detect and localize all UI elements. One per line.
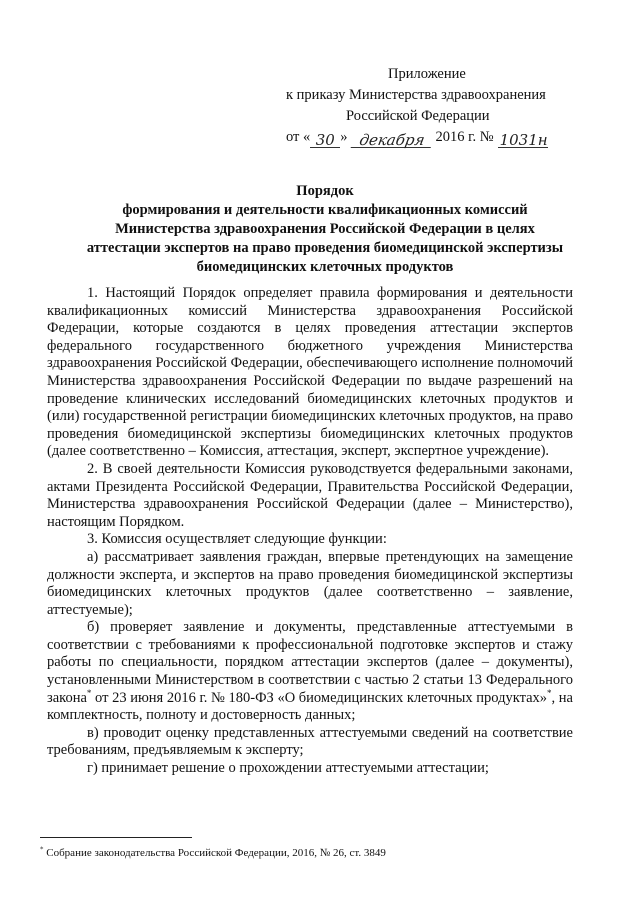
paragraph-3b-law: от 23 июня 2016 г. № 180-ФЗ «О биомедицинских клеточных продуктах» bbox=[91, 689, 548, 706]
appendix-date-line bbox=[270, 127, 600, 148]
title-line: Министерства здравоохранения Российской Федерации в целях bbox=[115, 221, 535, 237]
footnote-mark: * bbox=[547, 687, 552, 698]
date-year: 2016 г. № bbox=[435, 129, 494, 145]
appendix-country: Российской Федерации bbox=[346, 108, 490, 124]
document-body bbox=[47, 285, 573, 778]
appendix-label: Приложение bbox=[388, 66, 466, 82]
title-line: аттестации экспертов на право проведения биомедицинской экспертизы bbox=[86, 240, 564, 256]
title-line: биомедицинских клеточных продуктов bbox=[196, 259, 454, 275]
footnote-mark: * bbox=[86, 687, 92, 698]
appendix-order-ref: к приказу Министерства здравоохранения bbox=[286, 87, 546, 103]
footnote-divider bbox=[40, 837, 192, 838]
date-prefix: от « bbox=[286, 129, 311, 145]
date-quote-close: » bbox=[340, 129, 348, 145]
paragraph-2: 2. В своей деятельности Комиссия руководствуется федеральными законами, актами Президента Российской Федерации, Правительства Российской Федерации, Министерства здравоохранения Российской Федерации (далее – Министерство), настоящим Порядком. bbox=[47, 460, 573, 530]
handwritten-month: декабря bbox=[350, 133, 433, 148]
paragraph-3a: а) рассматривает заявления граждан, впервые претендующих на замещение должности эксперта, и экспертов на право проведения биомедицинской экспертизы биомедицинских клеточных продуктов (далее соответственно – заявление, аттестуемые); bbox=[47, 548, 573, 618]
appendix-block bbox=[270, 64, 600, 148]
paragraph-1: 1. Настоящий Порядок определяет правила формирования и деятельности квалификационных комиссий Министерства здравоохранения Российской Федерации, которые создаются в целях проведения аттестации экспертов федерального государственного бюджетного учреждения Министерства здравоохранения Российской Федерации, обеспечивающего исполнение полномочий Министерства здравоохранения Российской Федерации по выдаче разрешений на проведение клинических исследований биомедицинских клеточных продуктов и (или) государственной регистрации биомедицинских клеточных продуктов, на право проведения биомедицинской экспертизы биомедицинских клеточных продуктов (далее соответственно – Комиссия, аттестация, эксперт, экспертное учреждение). bbox=[47, 285, 573, 460]
title-heading: Порядок bbox=[296, 183, 354, 199]
handwritten-day: 30 bbox=[310, 133, 340, 148]
paragraph-3b-start: б) проверяет заявление и документы, представленные аттестуемыми в соответствии с требованиями к профессиональной подготовке экспертов и стажу работы по специальности, порядком аттестации экспертов (далее – документы), установленными Министерством в соответствии с частью 2 статьи 13 Федерального закона bbox=[47, 619, 573, 706]
handwritten-order-number: 1031н bbox=[499, 131, 548, 149]
paragraph-3g: г) принимает решение о прохождении аттестуемыми аттестации; bbox=[87, 760, 489, 777]
paragraph-3b-end: , на комплектность, полноту и достоверность данных; bbox=[47, 689, 573, 724]
footnote-asterisk: * bbox=[40, 845, 44, 854]
document-title bbox=[60, 182, 590, 277]
paragraph-3v: в) проводит оценку представленных аттестуемыми сведений на соответствие требованиям, предъявляемым к эксперту; bbox=[47, 724, 573, 759]
title-line: формирования и деятельности квалификационных комиссий bbox=[122, 202, 528, 218]
footnote-text: Собрание законодательства Российской Федерации, 2016, № 26, ст. 3849 bbox=[43, 847, 386, 859]
paragraph-3: 3. Комиссия осуществляет следующие функции: bbox=[87, 531, 387, 548]
paragraph-3b bbox=[47, 619, 573, 725]
footnote bbox=[40, 846, 580, 860]
